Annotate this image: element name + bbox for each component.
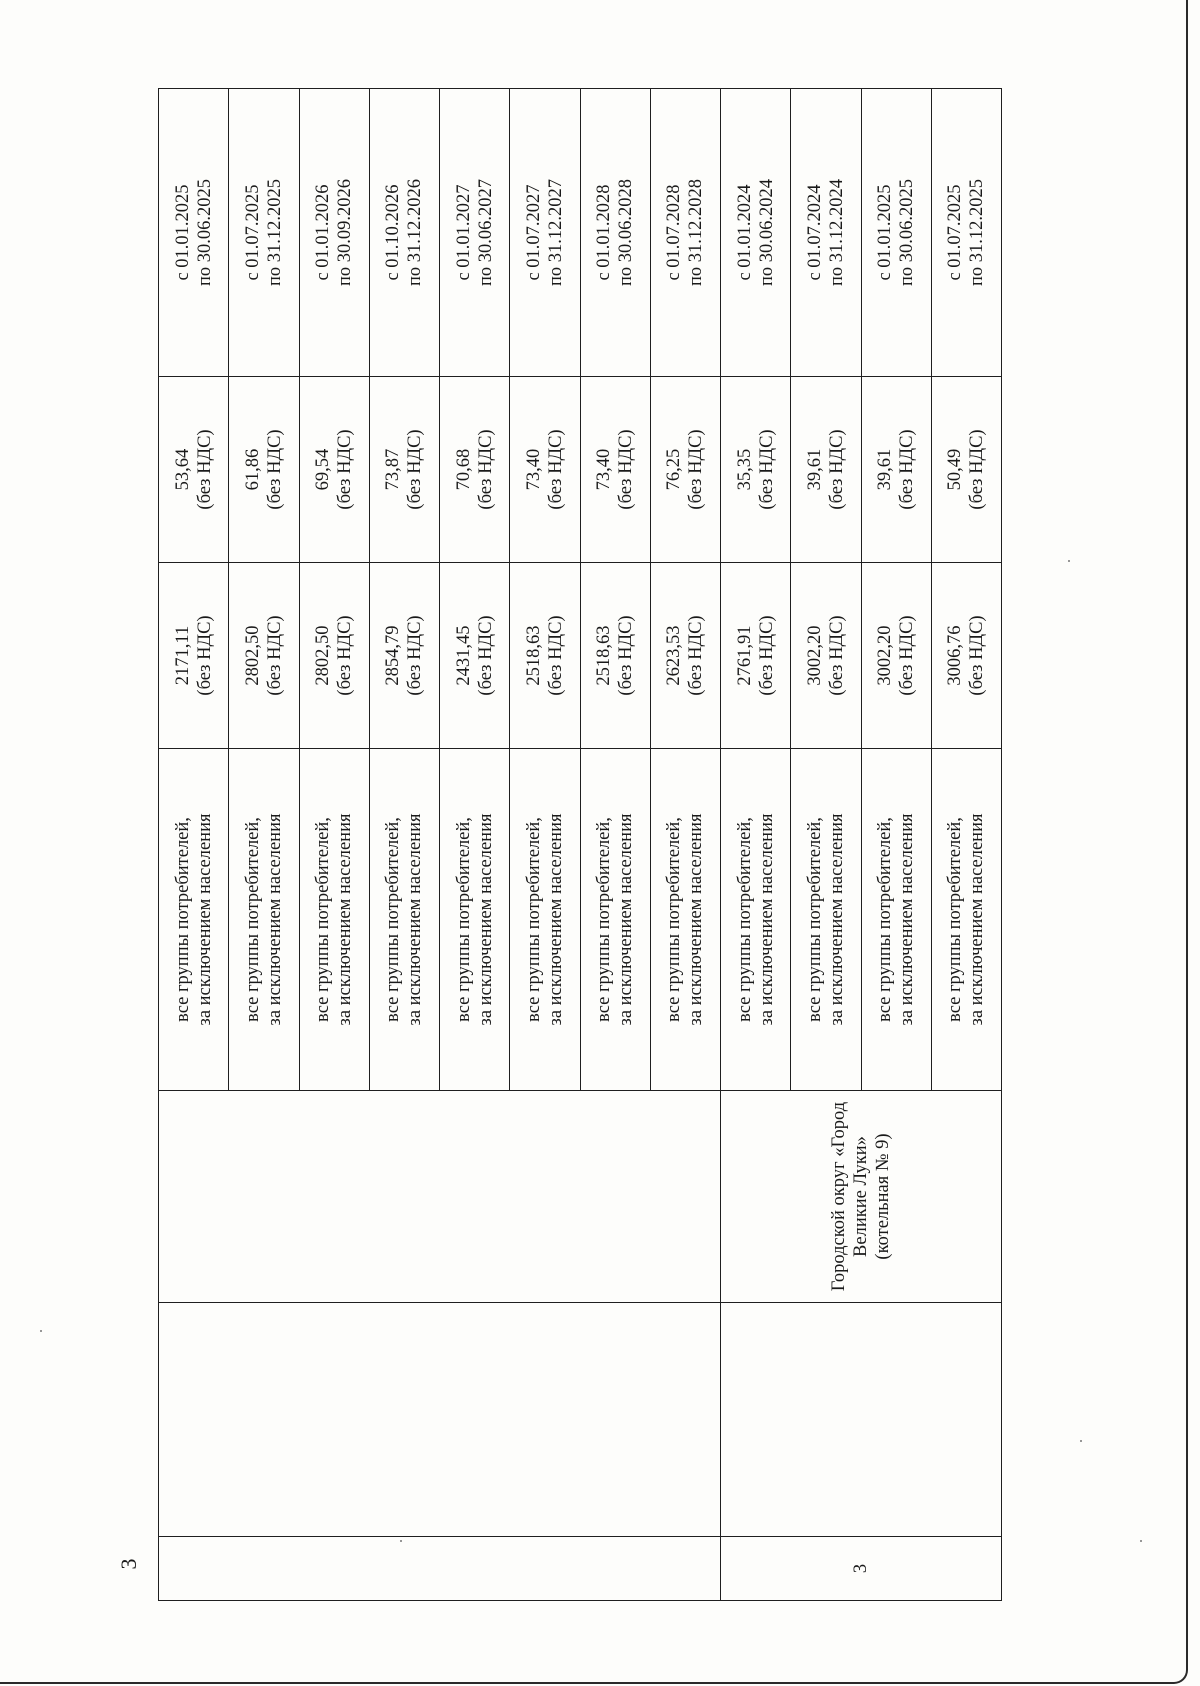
period-cell: с 01.07.2025 по 31.12.2025	[931, 89, 1001, 377]
consumer-group-cell: все группы потребителей, за исключением населения	[861, 749, 931, 1091]
consumer-group-cell: все группы потребителей, за исключением населения	[159, 749, 229, 1091]
row-number-cell: 3	[721, 1537, 1002, 1601]
heat-tariff-cell: 3002,20 (без НДС)	[791, 563, 861, 749]
page-number: 3	[116, 1558, 141, 1570]
period-cell: с 01.01.2025 по 30.06.2025	[861, 89, 931, 377]
heat-tariff-cell: 2171,11 (без НДС)	[159, 563, 229, 749]
period-cell: с 01.01.2028 по 30.06.2028	[580, 89, 650, 377]
location-cell: Городской округ «Город Великие Луки» (котельная № 9)	[721, 1091, 1002, 1303]
period-cell: с 01.07.2027 по 31.12.2027	[510, 89, 580, 377]
heat-tariff-cell: 2518,63 (без НДС)	[580, 563, 650, 749]
period-cell: с 01.07.2024 по 31.12.2024	[791, 89, 861, 377]
heat-tariff-cell: 3002,20 (без НДС)	[861, 563, 931, 749]
organization-cell-empty	[159, 1303, 721, 1537]
consumer-group-cell: все группы потребителей, за исключением населения	[440, 749, 510, 1091]
period-cell: с 01.07.2025 по 31.12.2025	[229, 89, 299, 377]
tariff-table	[158, 88, 1002, 1601]
consumer-group-cell: все группы потребителей, за исключением населения	[299, 749, 369, 1091]
table-row	[721, 89, 791, 1601]
period-cell: с 01.07.2028 по 31.12.2028	[650, 89, 720, 377]
water-tariff-cell: 61,86 (без НДС)	[229, 377, 299, 563]
scan-speck	[1068, 560, 1070, 562]
heat-tariff-cell: 2802,50 (без НДС)	[299, 563, 369, 749]
period-cell: с 01.01.2026 по 30.09.2026	[299, 89, 369, 377]
scan-speck	[40, 1330, 42, 1332]
row-number-cell-empty	[159, 1537, 721, 1601]
water-tariff-cell: 35,35 (без НДС)	[721, 377, 791, 563]
tariff-table-body	[159, 89, 1002, 1601]
water-tariff-cell: 53,64 (без НДС)	[159, 377, 229, 563]
location-cell-empty	[159, 1091, 721, 1303]
heat-tariff-cell: 2431,45 (без НДС)	[440, 563, 510, 749]
scan-speck	[1080, 1440, 1082, 1442]
heat-tariff-cell: 2854,79 (без НДС)	[369, 563, 439, 749]
water-tariff-cell: 73,87 (без НДС)	[369, 377, 439, 563]
heat-tariff-cell: 2761,91 (без НДС)	[721, 563, 791, 749]
consumer-group-cell: все группы потребителей, за исключением населения	[229, 749, 299, 1091]
heat-tariff-cell: 2518,63 (без НДС)	[510, 563, 580, 749]
table-row	[159, 89, 229, 1601]
water-tariff-cell: 50,49 (без НДС)	[931, 377, 1001, 563]
water-tariff-cell: 73,40 (без НДС)	[580, 377, 650, 563]
consumer-group-cell: все группы потребителей, за исключением населения	[931, 749, 1001, 1091]
consumer-group-cell: все группы потребителей, за исключением населения	[791, 749, 861, 1091]
heat-tariff-cell: 2623,53 (без НДС)	[650, 563, 720, 749]
water-tariff-cell: 70,68 (без НДС)	[440, 377, 510, 563]
consumer-group-cell: все группы потребителей, за исключением населения	[580, 749, 650, 1091]
organization-cell-empty	[721, 1303, 1002, 1537]
scan-speck	[1140, 1540, 1142, 1542]
period-cell: с 01.01.2025 по 30.06.2025	[159, 89, 229, 377]
period-cell: с 01.01.2027 по 30.06.2027	[440, 89, 510, 377]
water-tariff-cell: 39,61 (без НДС)	[861, 377, 931, 563]
consumer-group-cell: все группы потребителей, за исключением населения	[369, 749, 439, 1091]
scan-speck	[400, 1540, 402, 1542]
rotated-page-content	[118, 88, 1002, 1600]
heat-tariff-cell: 2802,50 (без НДС)	[229, 563, 299, 749]
water-tariff-cell: 76,25 (без НДС)	[650, 377, 720, 563]
heat-tariff-cell: 3006,76 (без НДС)	[931, 563, 1001, 749]
consumer-group-cell: все группы потребителей, за исключением населения	[510, 749, 580, 1091]
period-cell: с 01.10.2026 по 31.12.2026	[369, 89, 439, 377]
water-tariff-cell: 73,40 (без НДС)	[510, 377, 580, 563]
period-cell: с 01.01.2024 по 30.06.2024	[721, 89, 791, 377]
consumer-group-cell: все группы потребителей, за исключением населения	[721, 749, 791, 1091]
water-tariff-cell: 39,61 (без НДС)	[791, 377, 861, 563]
water-tariff-cell: 69,54 (без НДС)	[299, 377, 369, 563]
consumer-group-cell: все группы потребителей, за исключением населения	[650, 749, 720, 1091]
